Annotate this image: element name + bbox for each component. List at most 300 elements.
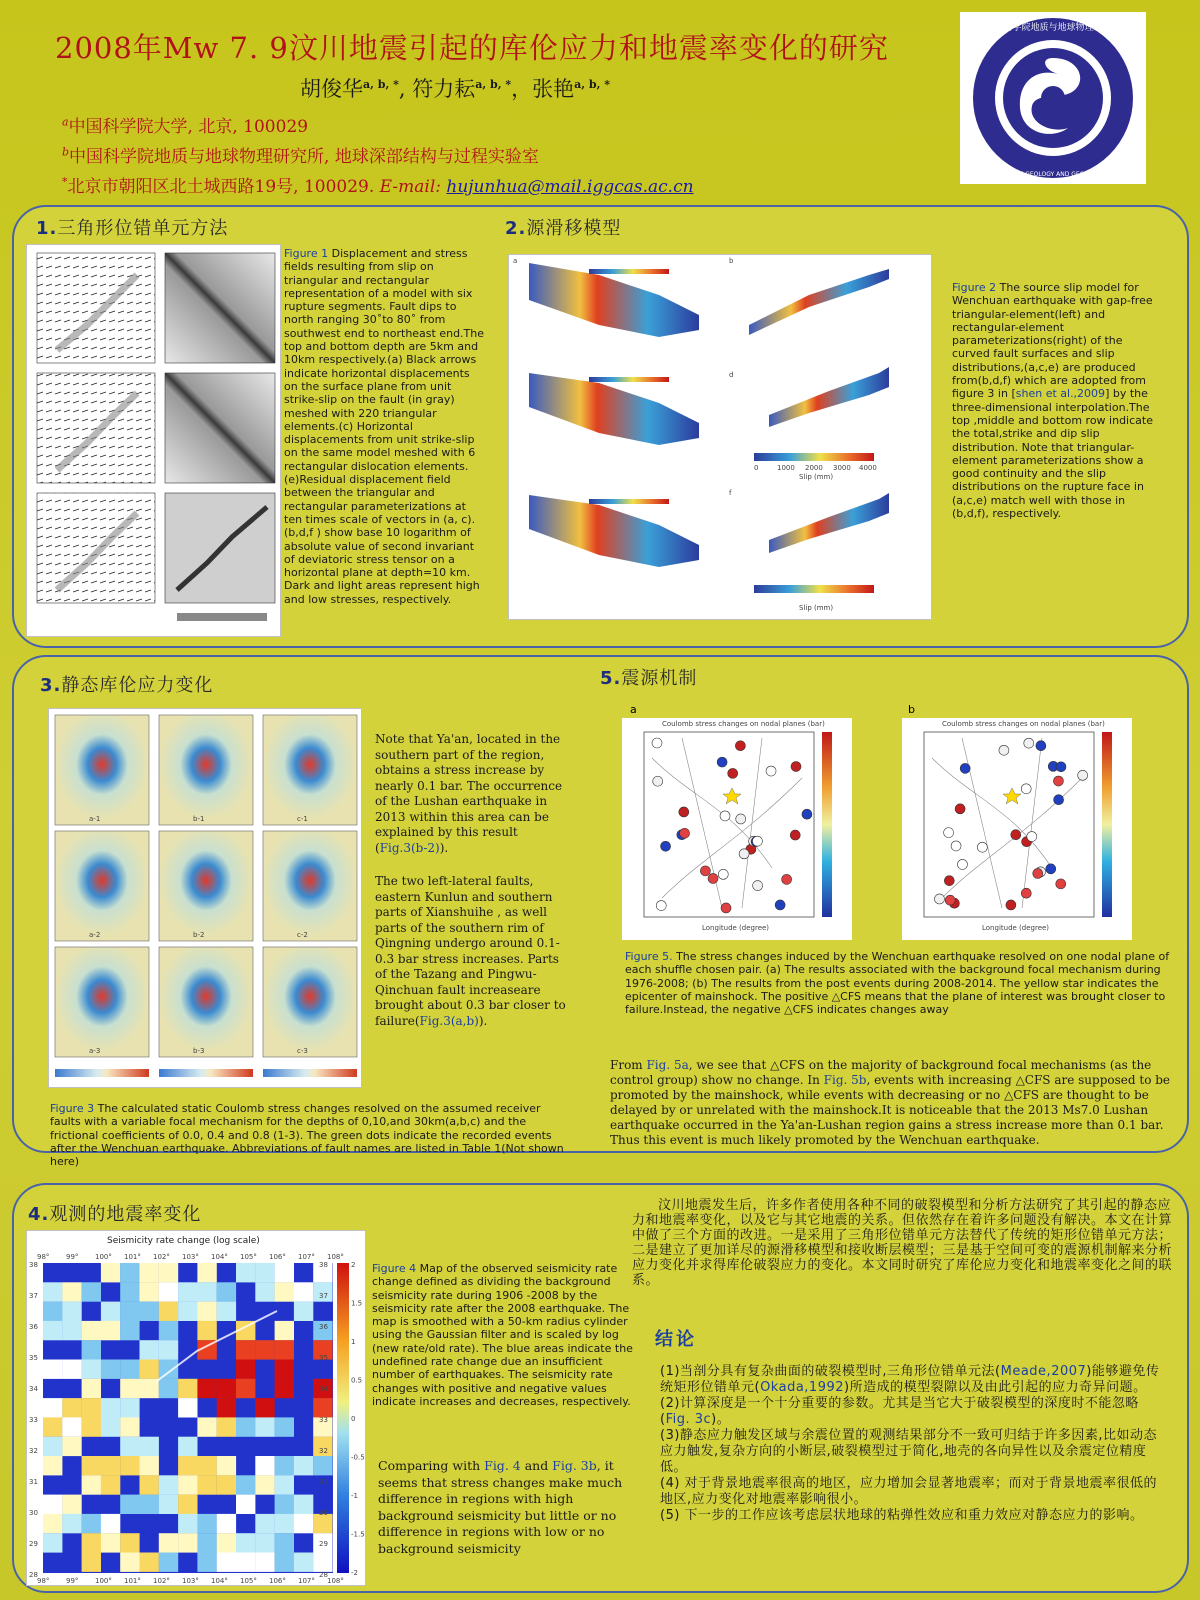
- map-cell: [197, 1263, 216, 1282]
- map-cell: [120, 1495, 139, 1514]
- lat-tick: 34: [29, 1385, 38, 1393]
- focal-mechanism-icon: [977, 842, 987, 852]
- map-cell: [217, 1302, 236, 1321]
- s4-fig-ref-4[interactable]: Fig. 4: [484, 1458, 521, 1473]
- lon-tick: 106°: [269, 1577, 286, 1585]
- section-1-number: 1.: [36, 218, 58, 239]
- focal-mechanism-icon: [708, 873, 718, 883]
- fig2-label-b: b: [729, 257, 734, 265]
- section-5-number: 5.: [600, 668, 622, 689]
- map-cell: [236, 1533, 255, 1552]
- focal-mechanism-icon: [790, 830, 800, 840]
- map-cell: [236, 1360, 255, 1379]
- focal-mechanism-icon: [944, 828, 954, 838]
- focal-mechanism-icon: [1046, 864, 1056, 874]
- fig5b-plot-area: [924, 732, 1094, 917]
- author-1: 胡俊华: [300, 77, 363, 101]
- focal-mechanism-icon: [700, 866, 710, 876]
- map-cell: [217, 1533, 236, 1552]
- fig2-cb1-tick-0: 0: [754, 464, 759, 472]
- focal-mechanism-icon: [728, 768, 738, 778]
- colorbar-tick: 1.5: [351, 1299, 363, 1308]
- map-cell: [197, 1533, 216, 1552]
- map-cell: [43, 1533, 62, 1552]
- c1-text-c: )所造成的模型裂隙以及由此引起的应力奇异问题。: [844, 1380, 1147, 1395]
- map-cell: [62, 1321, 81, 1340]
- section-3-title: [40, 671, 213, 697]
- focal-mechanism-icon: [1021, 888, 1031, 898]
- figure-4-caption: [372, 1262, 647, 1408]
- map-cell: [120, 1263, 139, 1282]
- map-cell: [120, 1533, 139, 1552]
- fig3-colorbar-2: [159, 1069, 253, 1077]
- lat-tick: 35: [29, 1354, 38, 1362]
- fig5b-xlabel: Longitude (degree): [982, 924, 1050, 932]
- logo-text-en: INSTITUTE OF GEOLOGY AND GEOPHYSICS,CAS: [982, 171, 1124, 178]
- map-cell: [159, 1495, 178, 1514]
- map-cell: [255, 1456, 274, 1475]
- colorbar-tick: 0.5: [351, 1376, 363, 1385]
- map-cell: [236, 1417, 255, 1436]
- map-cell: [82, 1553, 101, 1572]
- map-cell: [82, 1398, 101, 1417]
- map-cell: [101, 1360, 120, 1379]
- map-cell: [236, 1495, 255, 1514]
- affiliation-b: [62, 142, 539, 167]
- map-cell: [255, 1263, 274, 1282]
- lon-tick: 102°: [153, 1253, 170, 1261]
- lat-tick: 28: [29, 1571, 38, 1579]
- fig3-label-c3: c-3: [297, 1047, 308, 1055]
- map-cell: [217, 1475, 236, 1494]
- map-cell: [217, 1417, 236, 1436]
- map-cell: [43, 1282, 62, 1301]
- fig2-colorbar-1: [754, 453, 874, 461]
- s3-text1b: ).: [439, 840, 449, 855]
- focal-mechanism-icon: [717, 757, 727, 767]
- map-cell: [62, 1495, 81, 1514]
- section-5-title: [600, 664, 697, 690]
- map-cell: [62, 1398, 81, 1417]
- focal-mechanism-icon: [802, 809, 812, 819]
- section-3-number: 3.: [40, 675, 62, 696]
- figure-1-caption: [284, 247, 484, 606]
- lon-tick: 107°: [298, 1577, 315, 1585]
- map-cell: [294, 1495, 313, 1514]
- fig3-colorbar-1: [55, 1069, 149, 1077]
- conclusion-item-3: (3)静态应力触发区域与余震位置的观测结果部分不一致可归结于许多因素,比如动态应力触发,复杂方向的小断层,破裂模型过于简化,地壳的各向异性以及余震定位精度低。: [660, 1428, 1158, 1475]
- lon-tick: 98°: [37, 1253, 50, 1261]
- map-cell: [159, 1302, 178, 1321]
- map-cell: [275, 1360, 294, 1379]
- affil-a-sup: a: [62, 115, 69, 129]
- map-cell: [82, 1340, 101, 1359]
- map-cell: [43, 1398, 62, 1417]
- map-cell: [294, 1514, 313, 1533]
- figure-4-caption-text: Map of the observed seismicity rate change defined as dividing the background seismicity rate during 1906 -2008 by the seismicity rate after the 2008 earthquake. The map is smoothed with a 50-km radius cylinder using the Gaussian filter and is scaled by log (new rate/old rate). The blue areas indicate the undefined rate change due an insufficient number of earthquakes. The seismicity rate changes with positive and negative values indicate increases and decreases, respectively.: [372, 1262, 633, 1408]
- map-cell: [217, 1553, 236, 1572]
- map-cell: [62, 1514, 81, 1533]
- fig3-cell: [159, 715, 253, 825]
- lat-tick: 31: [29, 1478, 38, 1486]
- lon-tick: 103°: [182, 1577, 199, 1585]
- affil-c-sup: *: [62, 175, 68, 189]
- lon-tick: 108°: [327, 1253, 344, 1261]
- fig2-cb1-tick-1: 1000: [777, 464, 795, 472]
- lat-tick: 31: [319, 1478, 328, 1486]
- lat-tick: 36: [319, 1323, 328, 1331]
- fig2-label-f: f: [729, 489, 732, 497]
- c1-text-b: )能够避免传统矩形位错单元(: [660, 1364, 1160, 1395]
- map-cell: [62, 1360, 81, 1379]
- map-cell: [275, 1533, 294, 1552]
- fig3-label-a3: a-3: [89, 1047, 101, 1055]
- map-cell: [255, 1340, 274, 1359]
- fig3-label-b2: b-2: [193, 931, 205, 939]
- fig4-colorbar: [337, 1263, 349, 1573]
- colorbar-tick: -0.5: [351, 1453, 365, 1462]
- map-cell: [120, 1417, 139, 1436]
- fig2-cb2-label: Slip (mm): [799, 604, 834, 612]
- lat-tick: 29: [29, 1540, 38, 1548]
- map-cell: [159, 1321, 178, 1340]
- map-cell: [217, 1398, 236, 1417]
- map-cell: [120, 1553, 139, 1572]
- figure-5-label: Figure 5.: [625, 950, 673, 963]
- map-cell: [197, 1475, 216, 1494]
- fig1-panel-e: [37, 493, 155, 603]
- map-cell: [217, 1456, 236, 1475]
- map-cell: [101, 1417, 120, 1436]
- email-label: E-mail:: [379, 177, 441, 197]
- fig5-panel-a-label: a: [630, 703, 637, 716]
- figure-1-image: [26, 244, 281, 637]
- focal-mechanism-icon: [1024, 738, 1034, 748]
- map-cell: [43, 1437, 62, 1456]
- lat-tick: 30: [29, 1509, 38, 1517]
- fig1-panel-c: [37, 373, 155, 483]
- fig3-cell: [55, 831, 149, 941]
- map-cell: [178, 1282, 197, 1301]
- affil-b-text: 中国科学院地质与地球物理研究所, 地球深部结构与过程实验室: [69, 147, 539, 167]
- map-cell: [140, 1475, 159, 1494]
- affil-c-text: 北京市朝阳区北土城西路19号, 100029.: [67, 177, 375, 197]
- map-cell: [197, 1379, 216, 1398]
- fig3-cell: [159, 947, 253, 1057]
- s4-text-a: Comparing with: [378, 1458, 485, 1473]
- map-cell: [82, 1514, 101, 1533]
- map-cell: [275, 1263, 294, 1282]
- focal-mechanism-icon: [999, 745, 1009, 755]
- map-cell: [159, 1340, 178, 1359]
- map-cell: [101, 1475, 120, 1494]
- map-cell: [255, 1282, 274, 1301]
- section-2-title: [505, 214, 621, 240]
- s3-text2a: The two left-lateral faults, eastern Kunlun and southern parts of Xianshuihe , as well parts of the southern rim of Qingning undergo around 0.1-0.3 bar stress increases. Parts of the Tazang and Pingwu-Qinchuan fault increaseare brought about 0.3 bar closer to failure(: [375, 874, 566, 1028]
- map-cell: [62, 1302, 81, 1321]
- lat-tick: 37: [29, 1292, 38, 1300]
- focal-mechanism-icon: [736, 814, 746, 824]
- map-cell: [101, 1263, 120, 1282]
- author-2: , 符力耘: [398, 77, 476, 101]
- figure-5a-image: [622, 718, 852, 940]
- lon-tick: 99°: [66, 1253, 79, 1261]
- map-cell: [140, 1263, 159, 1282]
- fig2-cb1-tick-4: 4000: [859, 464, 877, 472]
- focal-mechanism-icon: [1033, 868, 1043, 878]
- colorbar-tick: -1: [351, 1492, 358, 1500]
- map-cell: [120, 1437, 139, 1456]
- focal-mechanism-icon: [951, 841, 961, 851]
- lat-tick: 33: [319, 1416, 328, 1424]
- c2-ref-fig3c[interactable]: Fig. 3c: [665, 1412, 712, 1427]
- lon-tick: 108°: [327, 1577, 344, 1585]
- map-cell: [120, 1302, 139, 1321]
- fig1-panel-f: [165, 493, 275, 603]
- map-cell: [178, 1514, 197, 1533]
- map-cell: [275, 1282, 294, 1301]
- institute-logo: [960, 12, 1146, 184]
- figure-5-caption-text: The stress changes induced by the Wenchuan earthquake resolved on one nodal plane of each shuffle chosen pair. (a) The results associated with the background focal mechanism during 1976-2008; (b) The results from the post events during 2008-2014. The yellow star indicates the epicenter of mainshock. The positive △CFS means that the plane of interest was brought closer to failure.Instead, the negative △CFS indicates changes away: [625, 950, 1170, 1017]
- fig3-cell: [263, 947, 357, 1057]
- fig2-panel-e: [529, 495, 699, 567]
- focal-mechanism-icon: [960, 763, 970, 773]
- section-5-text: 震源机制: [621, 668, 698, 689]
- map-cell: [159, 1533, 178, 1552]
- section-2-number: 2.: [505, 218, 527, 239]
- fig5-panel-b-label: b: [908, 703, 915, 716]
- map-cell: [62, 1437, 81, 1456]
- map-cell: [255, 1514, 274, 1533]
- conclusion-list: [660, 1364, 1165, 1524]
- lon-tick: 104°: [211, 1577, 228, 1585]
- section-4-title: [28, 1200, 201, 1226]
- lat-tick: 29: [319, 1540, 328, 1548]
- c1-ref-meade[interactable]: Meade,2007: [1000, 1364, 1087, 1379]
- map-cell: [62, 1282, 81, 1301]
- figure-5-caption: [625, 950, 1180, 1016]
- s5-text-c: , events with increasing △CFS are supposed to be promoted by the mainshock, while events with decreasing or no △CFS are thought to be delayed by or unrelated with the mainshock.It is noticeable that the 2013 Ms7.0 Lushan earthquake occurred in the Ya'an-Lushan region gains a stress increase more than 0.1 bar. Thus this event is much likely promoted by the Wenchuan earthquake.: [610, 1073, 1171, 1147]
- lat-tick: 32: [29, 1447, 38, 1455]
- map-cell: [159, 1553, 178, 1572]
- map-cell: [140, 1340, 159, 1359]
- affil-b-sup: b: [62, 145, 70, 159]
- section-1-text: 三角形位错单元方法: [57, 218, 229, 239]
- fig3-cell: [263, 715, 357, 825]
- map-cell: [43, 1495, 62, 1514]
- lat-tick: 38: [319, 1261, 328, 1269]
- lon-tick: 105°: [240, 1577, 257, 1585]
- author-2-sup: a, b, *: [475, 78, 512, 91]
- map-cell: [275, 1417, 294, 1436]
- fig1-colorbar: [177, 613, 267, 621]
- section-4-text: 观测的地震率变化: [49, 1204, 202, 1225]
- lat-tick: 35: [319, 1354, 328, 1362]
- fig1-panel-d: [165, 373, 275, 483]
- map-cell: [43, 1514, 62, 1533]
- colorbar-tick: -1.5: [351, 1530, 365, 1539]
- lon-tick: 101°: [124, 1253, 141, 1261]
- map-cell: [120, 1398, 139, 1417]
- focal-mechanism-icon: [944, 876, 954, 886]
- focal-mechanism-icon: [735, 741, 745, 751]
- lon-tick: 98°: [37, 1577, 50, 1585]
- logo-emblem-icon: [960, 12, 1146, 184]
- map-cell: [120, 1321, 139, 1340]
- map-cell: [313, 1553, 332, 1572]
- focal-mechanism-icon: [720, 811, 730, 821]
- map-cell: [140, 1360, 159, 1379]
- fig5a-xlabel: Longitude (degree): [702, 924, 770, 932]
- lat-tick: 33: [29, 1416, 38, 1424]
- c1-ref-okada[interactable]: Okada,1992: [760, 1380, 845, 1395]
- focal-mechanism-icon: [1056, 762, 1066, 772]
- focal-mechanism-icon: [945, 895, 955, 905]
- map-cell: [82, 1533, 101, 1552]
- summary-intro: 汶川地震发生后，许多作者使用各种不同的破裂模型和分析方法研究了其引起的静态应力和地震率变化，以及它与其它地震的关系。但依然存在着许多问题没有解决。本文在计算中做了三个方面的改进。一是采用了三角形位错单元方法替代了传统的矩形位错单元方法；二是建立了更加详尽的源滑移模型和接收断层模型；三是基于空间可变的震源机制解来分析应力变化并求得库伦破裂应力的变化。本文同时研究了库伦应力变化和地震率变化之间的联系。: [632, 1198, 1173, 1288]
- affiliation-address: [62, 172, 694, 197]
- affiliation-a: [62, 112, 308, 137]
- affil-a-text: 中国科学院大学, 北京, 100029: [68, 117, 309, 137]
- map-cell: [159, 1360, 178, 1379]
- section-2-text: 源滑移模型: [526, 218, 622, 239]
- map-cell: [178, 1379, 197, 1398]
- focal-mechanism-icon: [661, 841, 671, 851]
- author-1-sup: a, b, *: [363, 78, 399, 91]
- figure-2-caption-a: The source slip model for Wenchuan earthquake with gap-free triangular-element(left) and rectangular-element parameterizations(right) of the curved fault surfaces and slip distributions,(a,c,e) are produced from(b,d,f) which are adopted from figure 3 in [: [952, 281, 1153, 401]
- map-cell: [197, 1302, 216, 1321]
- map-cell: [255, 1553, 274, 1572]
- map-cell: [236, 1475, 255, 1494]
- lon-tick: 102°: [153, 1577, 170, 1585]
- colorbar-tick: -2: [351, 1569, 358, 1577]
- lat-tick: 32: [319, 1447, 328, 1455]
- fig3-cell: [55, 715, 149, 825]
- figure-1-caption-text: Displacement and stress fields resulting from slip on triangular and rectangular representation of a model with six rupture segments. Fault dips to north ranging 30˚to 80˚ from southwest end to northeast end.The top and bottom depth are 5km and 10km respectively.(a) Black arrows indicate horizontal displacements on the surface plane from unit strike-slip on the fault (in gray) meshed with 220 triangular elements.(c) Horizontal displacements from unit strike-slip on the same model meshed with 6 rectangular dislocation elements.(e)Residual displacement field between the triangular and rectangular parameterizations at ten times scale of vectors in (a, c). (b,d,f ) show base 10 logarithm of absolute value of second invariant of deviatoric stress tensor on a horizontal plane at depth=10 km. Dark and light areas represent high and low stresses, respectively.: [284, 247, 485, 606]
- fig1-panel-b: [165, 253, 275, 363]
- lon-tick: 106°: [269, 1253, 286, 1261]
- map-cell: [62, 1417, 81, 1436]
- map-cell: [275, 1379, 294, 1398]
- figure-3-caption: [50, 1102, 570, 1168]
- map-cell: [43, 1417, 62, 1436]
- figure-3-image: [48, 708, 362, 1088]
- lat-tick: 34: [319, 1385, 328, 1393]
- authors: [300, 73, 610, 103]
- figure-2-reference-link[interactable]: shen et al.,2009: [1015, 387, 1106, 401]
- map-cell: [82, 1360, 101, 1379]
- fig5a-colorbar: [822, 732, 832, 917]
- map-cell: [140, 1437, 159, 1456]
- s5-fig-ref-5b[interactable]: Fig. 5b: [823, 1073, 867, 1087]
- section-3-paragraph-1: [375, 732, 565, 856]
- focal-mechanism-icon: [1053, 776, 1063, 786]
- figure-2-caption-b: ] by the three-dimensional interpolation.The top ,middle and bottom row indicate the total,strike and dip slip distribution. Note that triangular-element parameterizations show a good continuity and the slip distributions on the rupture face in (a,c,e) match well with those in (b,d,f), respectively.: [952, 387, 1153, 521]
- fig3-label-b1: b-1: [193, 815, 205, 823]
- map-cell: [275, 1321, 294, 1340]
- map-cell: [255, 1398, 274, 1417]
- fig5b-colorbar: [1102, 732, 1112, 917]
- map-cell: [178, 1456, 197, 1475]
- lat-tick: 28: [319, 1571, 328, 1579]
- s4-fig-ref-3b[interactable]: Fig. 3b: [552, 1458, 597, 1473]
- map-cell: [217, 1282, 236, 1301]
- s3-fig-ref-b2[interactable]: Fig.3(b-2): [379, 840, 440, 855]
- focal-mechanism-icon: [1011, 830, 1021, 840]
- focal-mechanism-icon: [752, 836, 762, 846]
- colorbar-tick: 2: [351, 1261, 356, 1269]
- conclusion-item-5: (5) 下一步的工作应该考虑层状地球的粘弹性效应和重力效应对静态应力的影响。: [660, 1508, 1144, 1523]
- fig3-label-c2: c-2: [297, 931, 308, 939]
- focal-mechanism-icon: [718, 869, 728, 879]
- logo-text: 中国科学院地质与地球物理研究所: [985, 23, 1121, 33]
- email-link[interactable]: hujunhua@mail.iggcas.ac.cn: [446, 177, 694, 197]
- figure-1-label: Figure 1: [284, 247, 329, 260]
- fig2-panel-b: [749, 269, 889, 335]
- lon-tick: 104°: [211, 1253, 228, 1261]
- colorbar-tick: 1: [351, 1338, 356, 1346]
- figure-2-caption: [952, 281, 1157, 520]
- fig3-cell: [55, 947, 149, 1057]
- map-cell: [178, 1302, 197, 1321]
- focal-mechanism-icon: [1078, 770, 1088, 780]
- conclusion-item-1: [660, 1364, 1165, 1396]
- map-cell: [159, 1282, 178, 1301]
- s3-fig-ref-ab[interactable]: Fig.3(a,b): [419, 1013, 479, 1028]
- section-3-paragraph-2: [375, 874, 570, 1029]
- section-4-number: 4.: [28, 1204, 50, 1225]
- s3-text1a: Note that Ya'an, located in the southern part of the region, obtains a stress increase by nearly 0.1 bar. The occurrence of the Lushan earthquake in 2013 within this area can be explained by this result (: [375, 732, 563, 855]
- poster-title: 2008年Mw 7. 9汶川地震引起的库伦应力和地震率变化的研究: [55, 31, 889, 65]
- map-cell: [275, 1475, 294, 1494]
- fig3-label-a1: a-1: [89, 815, 101, 823]
- map-cell: [217, 1514, 236, 1533]
- map-cell: [140, 1282, 159, 1301]
- conclusion-item-2: [660, 1396, 1165, 1428]
- map-cell: [275, 1514, 294, 1533]
- figure-2-label: Figure 2: [952, 281, 997, 294]
- map-cell: [101, 1302, 120, 1321]
- map-cell: [101, 1321, 120, 1340]
- lat-tick: 30: [319, 1509, 328, 1517]
- focal-mechanism-icon: [957, 859, 967, 869]
- focal-mechanism-icon: [1006, 900, 1016, 910]
- figure-3-label: Figure 3: [50, 1102, 95, 1115]
- map-cell: [197, 1553, 216, 1572]
- map-cell: [120, 1456, 139, 1475]
- lon-tick: 100°: [95, 1253, 112, 1261]
- focal-mechanism-icon: [1054, 795, 1064, 805]
- fig2-label-d: d: [729, 371, 734, 379]
- map-cell: [197, 1417, 216, 1436]
- lon-tick: 107°: [298, 1253, 315, 1261]
- s5-fig-ref-5a[interactable]: Fig. 5a: [646, 1058, 689, 1072]
- s4-text-b: , it seems that stress changes make much difference in regions with high background seismicity but little or no difference in regions with low or no background seismicity: [378, 1458, 623, 1556]
- fig3-label-a2: a-2: [89, 931, 101, 939]
- focal-mechanism-icon: [791, 762, 801, 772]
- map-cell: [43, 1360, 62, 1379]
- s5-text-b: , we see that △CFS on the majority of background focal mechanisms (as the control group) show no change. In: [610, 1058, 1152, 1087]
- c1-text-a: (1)当剖分具有复杂曲面的破裂模型时,三角形位错单元法(: [660, 1364, 1001, 1379]
- fig2-label-a: a: [513, 257, 518, 265]
- focal-mechanism-icon: [653, 776, 663, 786]
- focal-mechanism-icon: [652, 738, 662, 748]
- focal-mechanism-icon: [680, 828, 690, 838]
- map-cell: [178, 1495, 197, 1514]
- map-cell: [43, 1302, 62, 1321]
- lon-tick: 99°: [66, 1577, 79, 1585]
- focal-mechanism-icon: [775, 900, 785, 910]
